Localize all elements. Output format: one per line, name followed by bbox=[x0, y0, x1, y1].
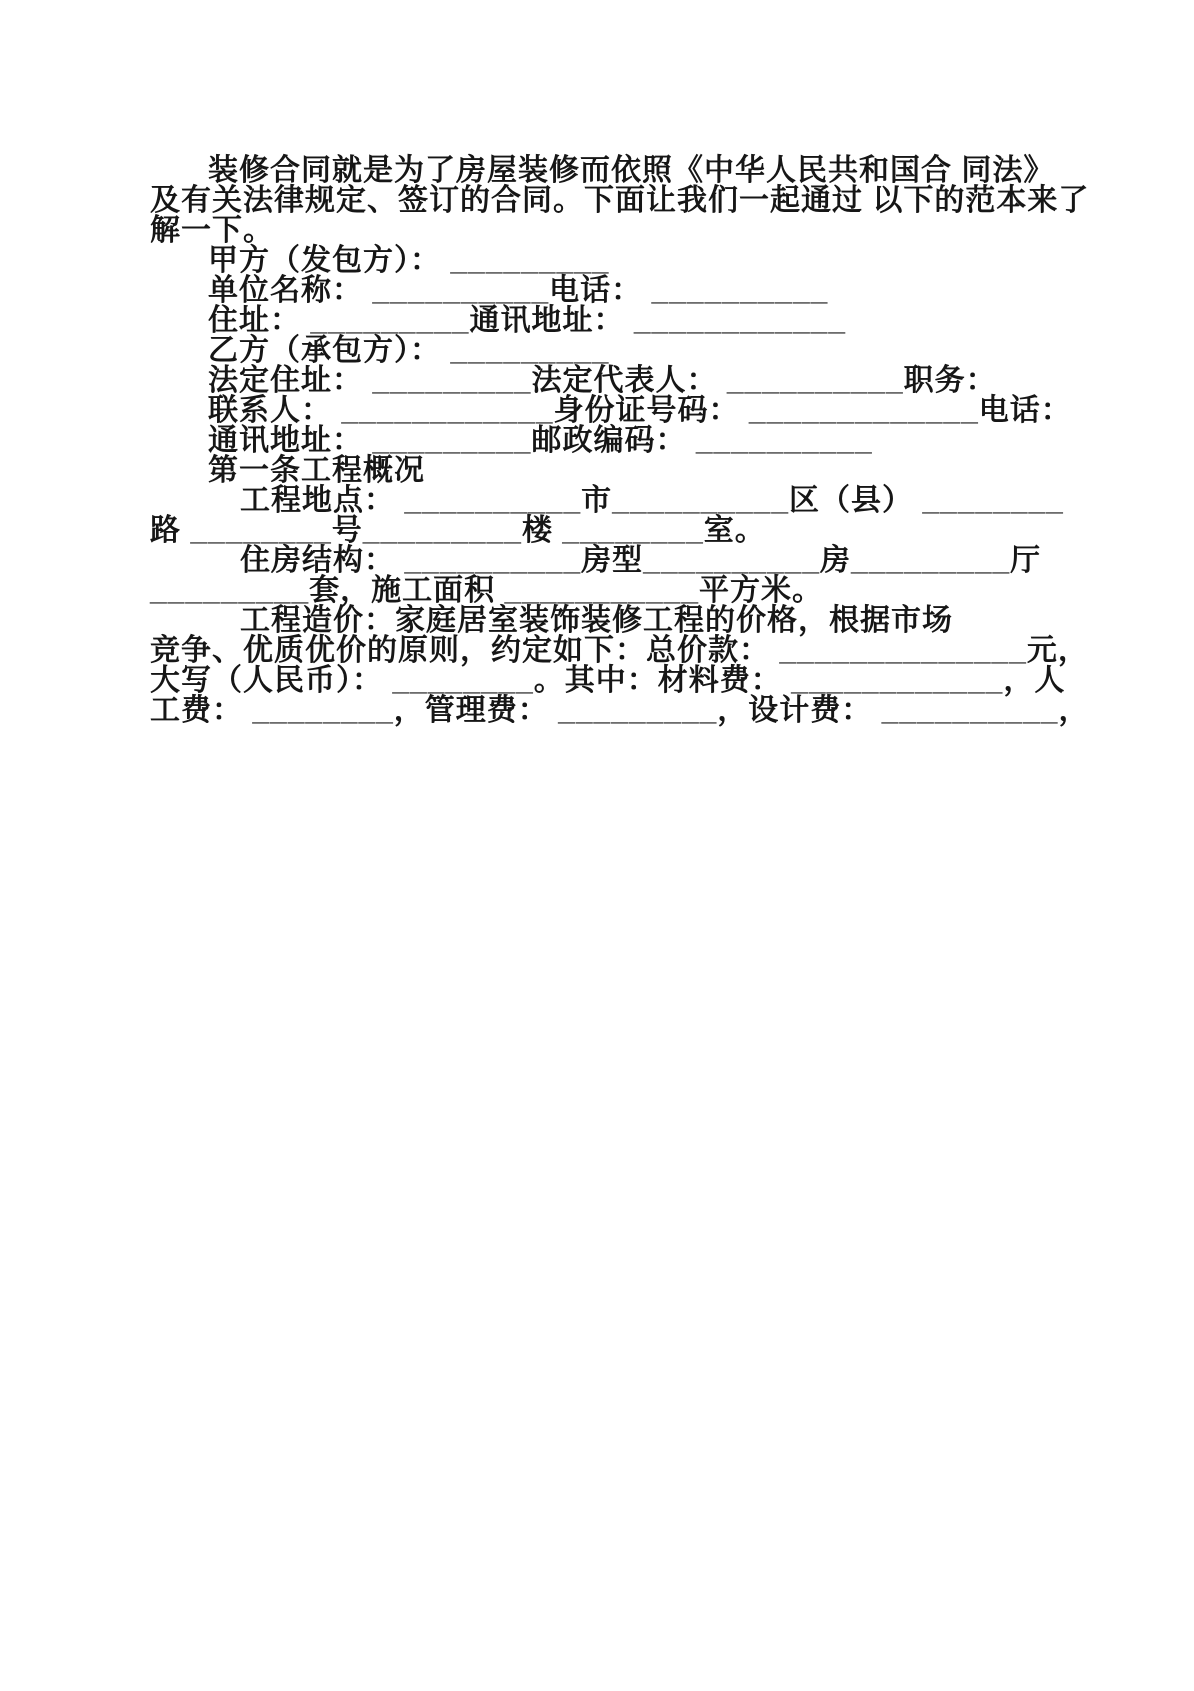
intro-line-1: 装修合同就是为了房屋装修而依照《中华人民共和国合 同法》 bbox=[208, 154, 1055, 187]
contract-body bbox=[150, 154, 1090, 727]
field-party-b: 乙方（承包方）： _________ bbox=[208, 334, 610, 367]
para-project-cost-line-3: 大写（人民币）： ________。其中：材料费： ____________，人 bbox=[150, 664, 1066, 697]
intro-line-3: 解一下。 bbox=[150, 214, 274, 247]
field-company-name-phone: 单位名称： __________电话： __________ bbox=[208, 274, 829, 307]
field-project-location-cont: 路 ________号_________楼 ________室。 bbox=[150, 514, 766, 547]
heading-article-1: 第一条工程概况 bbox=[208, 454, 425, 487]
field-housing-structure: 住房结构： __________房型__________房_________厅 bbox=[240, 544, 1042, 577]
para-project-cost-intro: 工程造价：家庭居室装饰装修工程的价格，根据市场 bbox=[240, 604, 953, 637]
field-legal-address-rep: 法定住址： _________法定代表人： __________职务： bbox=[208, 364, 997, 397]
field-project-location: 工程地点： __________市__________区（县） ________ bbox=[240, 484, 1064, 517]
intro-line-2: 及有关法律规定、签订的合同。下面让我们一起通过 以下的范本来了 bbox=[150, 184, 1090, 217]
field-address-mailing: 住址： _________通讯地址： ____________ bbox=[208, 304, 847, 337]
field-housing-structure-cont: _________套，施工面积 ___________平方米。 bbox=[150, 574, 824, 607]
para-project-cost-line-2: 竞争、优质优价的原则，约定如下：总价款： ______________元， bbox=[150, 634, 1089, 667]
field-party-a: 甲方（发包方）： _________ bbox=[208, 244, 610, 277]
field-contact-id-phone: 联系人： ____________身份证号码： _____________电话： bbox=[208, 394, 1072, 427]
field-mailing-postal: 通讯地址： _________邮政编码： __________ bbox=[208, 424, 873, 457]
para-project-cost-line-4: 工费： ________，管理费： _________，设计费： __________， bbox=[150, 694, 1090, 727]
